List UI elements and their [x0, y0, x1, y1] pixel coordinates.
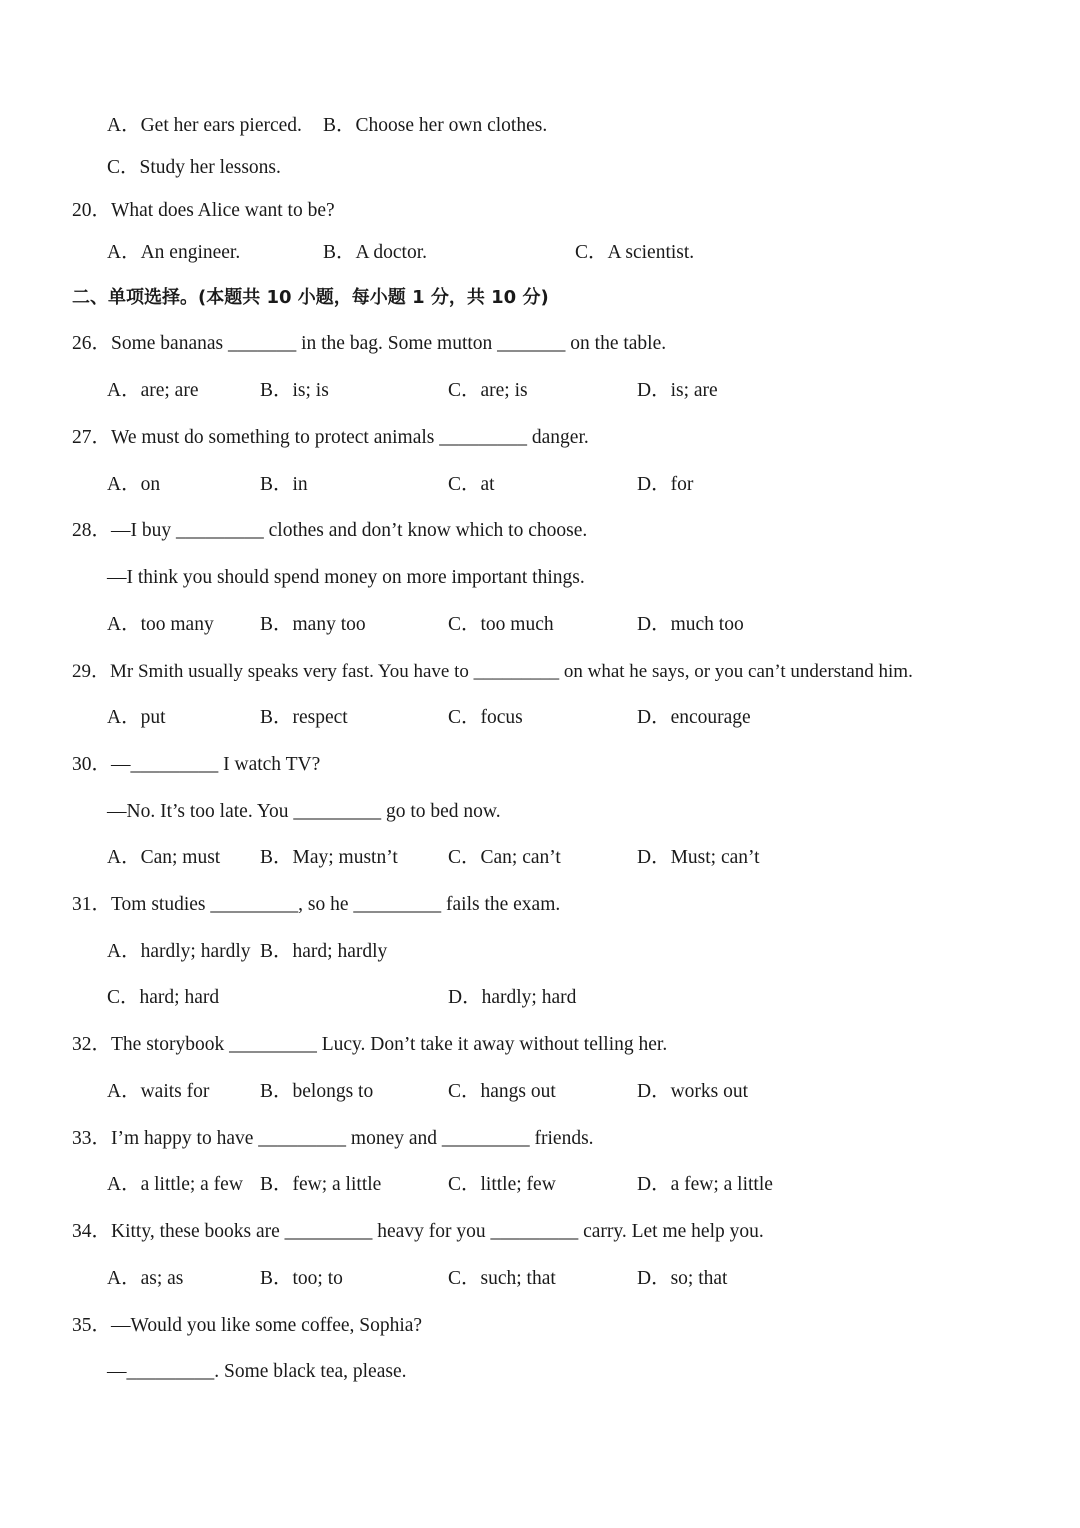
q34-stem: 34．Kitty, these books are _________ heavy for you _________ carry. Let me help you. [72, 1221, 764, 1242]
q26-option-a: A．are; are [107, 380, 199, 401]
q29-option-a: A．put [107, 707, 166, 728]
q33-option-b: B．few; a little [260, 1174, 382, 1195]
q27-option-a: A．on [107, 474, 161, 495]
q30-option-d: D．Must; can’t [637, 847, 760, 868]
q31-option-d: D．hardly; hard [448, 987, 577, 1008]
q31-stem: 31．Tom studies _________, so he _________ fails the exam. [72, 894, 561, 915]
q32-option-c: C．hangs out [448, 1081, 556, 1102]
q20-stem: 20．What does Alice want to be? [72, 200, 335, 221]
q34-option-c: C．such; that [448, 1268, 556, 1289]
q32-option-b: B．belongs to [260, 1081, 374, 1102]
q32-option-d: D．works out [637, 1081, 749, 1102]
q31-option-c: C．hard; hard [107, 987, 220, 1008]
q29-option-d: D．encourage [637, 707, 751, 728]
q30-option-c: C．Can; can’t [448, 847, 561, 868]
q33-option-a: A．a little; a few [107, 1174, 243, 1195]
q32-stem: 32．The storybook _________ Lucy. Don’t take it away without telling her. [72, 1034, 668, 1055]
q26-option-c: C．are; is [448, 380, 528, 401]
q26-option-d: D．is; are [637, 380, 718, 401]
q33-option-d: D．a few; a little [637, 1174, 773, 1195]
q30-reply: —No. It’s too late. You _________ go to bed now. [107, 801, 501, 822]
q28-reply: —I think you should spend money on more important things. [107, 567, 585, 588]
q33-option-c: C．little; few [448, 1174, 556, 1195]
q29-option-c: C．focus [448, 707, 523, 728]
q20-option-a: A．An engineer. [107, 242, 241, 263]
q19-option-c: C．Study her lessons. [107, 157, 281, 178]
q30-stem: 30．—_________ I watch TV? [72, 754, 321, 775]
q28-option-b: B．many too [260, 614, 366, 635]
q29-stem: 29．Mr Smith usually speaks very fast. You have to _________ on what he says, or you can’t understand him. [72, 661, 913, 682]
q35-stem: 35．—Would you like some coffee, Sophia? [72, 1315, 423, 1336]
q28-option-a: A．too many [107, 614, 214, 635]
q34-option-a: A．as; as [107, 1268, 184, 1289]
q30-option-b: B．May; mustn’t [260, 847, 398, 868]
q34-option-d: D．so; that [637, 1268, 728, 1289]
q28-option-c: C．too much [448, 614, 554, 635]
q27-stem: 27．We must do something to protect animals _________ danger. [72, 427, 589, 448]
q27-option-b: B．in [260, 474, 308, 495]
q20-option-b: B．A doctor. [323, 242, 428, 263]
q34-option-b: B．too; to [260, 1268, 343, 1289]
q32-option-a: A．waits for [107, 1081, 210, 1102]
q33-stem: 33．I’m happy to have _________ money and _________ friends. [72, 1128, 594, 1149]
q28-stem: 28．—I buy _________ clothes and don’t know which to choose. [72, 520, 588, 541]
section-header: 二、单项选择。(本题共 10 小题，每小题 1 分，共 10 分) [72, 287, 549, 308]
q30-option-a: A．Can; must [107, 847, 221, 868]
q19-option-a: A．Get her ears pierced. [107, 115, 302, 136]
q28-option-d: D．much too [637, 614, 744, 635]
q27-option-c: C．at [448, 474, 495, 495]
q29-option-b: B．respect [260, 707, 348, 728]
q27-option-d: D．for [637, 474, 694, 495]
q19-option-b: B．Choose her own clothes. [323, 115, 548, 136]
q26-stem: 26．Some bananas _______ in the bag. Some mutton _______ on the table. [72, 333, 667, 354]
q26-option-b: B．is; is [260, 380, 329, 401]
q31-option-a: A．hardly; hardly [107, 941, 251, 962]
q35-reply: —_________. Some black tea, please. [107, 1361, 407, 1382]
q31-option-b: B．hard; hardly [260, 941, 388, 962]
q20-option-c: C．A scientist. [575, 242, 695, 263]
